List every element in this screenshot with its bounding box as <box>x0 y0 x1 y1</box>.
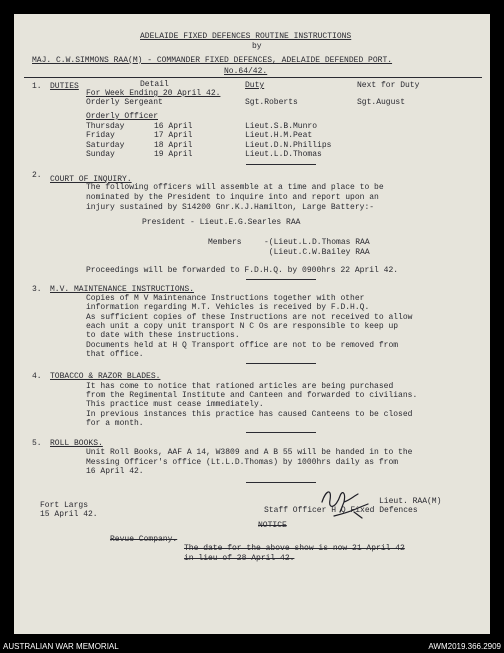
closing-place: Fort Largs <box>40 501 89 510</box>
closing-date: 15 April 42. <box>40 510 98 519</box>
tobacco-line: from the Regimental Institute and Canteen and forwarded to civilians. <box>86 391 418 400</box>
by-line: by <box>252 42 262 51</box>
duty-row-officer: Lieut.S.B.Munro <box>245 122 318 131</box>
duty-row-date: 19 April <box>154 150 193 159</box>
col-duty-header: Duty <box>245 81 265 90</box>
court-president: President - Lieut.E.G.Searles RAA <box>142 218 301 227</box>
orderly-sergeant-duty: Sgt.Roberts <box>245 98 298 107</box>
duty-row-date: 18 April <box>154 141 193 150</box>
mv-heading: M.V. MAINTENANCE INSTRUCTIONS. <box>50 285 195 294</box>
duty-row-day: Sunday <box>86 150 115 159</box>
section-divider <box>246 279 316 280</box>
orderly-sergeant-next: Sgt.August <box>357 98 406 107</box>
notice-line: in lieu of 28 April 42. <box>184 554 295 563</box>
tobacco-line: for a month. <box>86 419 144 428</box>
signatory-title: Staff Officer H Q Fixed Defences <box>264 506 418 515</box>
section-divider <box>246 482 316 483</box>
duty-row-day: Thursday <box>86 122 125 131</box>
mv-line: information regarding M.T. Vehicles is received by F.D.H.Q. <box>86 303 370 312</box>
court-member: -(Lieut.L.D.Thomas RAA <box>264 238 370 247</box>
roll-heading: ROLL BOOKS. <box>50 439 103 448</box>
tobacco-line: This practice must cease immediately. <box>86 400 264 409</box>
document-title: ADELAIDE FIXED DEFENCES ROUTINE INSTRUCTIONS <box>140 32 352 41</box>
notice-revue: Revue Company. <box>110 535 178 544</box>
duty-row-day: Friday <box>86 131 115 140</box>
section-4-number: 4. <box>32 372 42 381</box>
duty-row-day: Saturday <box>86 141 125 150</box>
duty-row-officer: Lieut.D.N.Phillips <box>245 141 332 150</box>
duty-row-date: 17 April <box>154 131 193 140</box>
section-divider <box>246 164 316 165</box>
week-ending: For Week Ending 20 April 42. <box>86 89 221 98</box>
orderly-officer-label: Orderly Officer <box>86 112 159 121</box>
duty-row-date: 16 April <box>154 122 193 131</box>
mv-line: each unit a copy unit transport N C Os are responsible to keep up <box>86 322 399 331</box>
tobacco-line: In previous instances this practice has caused Canteens to be closed <box>86 410 413 419</box>
court-member: (Lieut.C.W.Bailey RAA <box>264 248 370 257</box>
duty-row-officer: Lieut.H.M.Peat <box>245 131 313 140</box>
notice-heading: NOTICE <box>258 521 287 530</box>
mv-line: As sufficient copies of these Instructions are not received to allow <box>86 313 413 322</box>
section-divider <box>246 432 316 433</box>
orderly-sergeant-label: Orderly Sergeant <box>86 98 163 107</box>
court-members-label: Members <box>208 238 242 247</box>
mv-line: Documents held at H Q Transport office are not to be removed from <box>86 341 399 350</box>
footer-catalogue-id: AWM2019.366.2909 <box>428 642 501 651</box>
tobacco-heading: TOBACCO & RAZOR BLADES. <box>50 372 161 381</box>
handwritten-signature <box>314 482 374 522</box>
court-line: nominated by the President to inquire into and report upon an <box>86 193 379 202</box>
court-proceedings: Proceedings will be forwarded to F.D.H.Q. by 0900hrs 22 April 42. <box>86 266 399 275</box>
duty-row-officer: Lieut.L.D.Thomas <box>245 150 322 159</box>
roll-line: Unit Roll Books, AAF A 14, W3809 and A B 55 will be handed in to the <box>86 448 413 457</box>
roll-line: Messing Officer's office (Lt.L.D.Thomas) by 1000hrs daily as from <box>86 458 399 467</box>
instruction-number: No.64/42. <box>224 67 268 76</box>
court-line: The following officers will assemble at a time and place to be <box>86 183 384 192</box>
section-3-number: 3. <box>32 285 42 294</box>
mv-line: Copies of M V Maintenance Instructions together with other <box>86 294 365 303</box>
col-next-header: Next for Duty <box>357 81 420 90</box>
roll-line: 16 April 42. <box>86 467 144 476</box>
section-1-number: 1. <box>32 82 42 91</box>
section-divider <box>246 363 316 364</box>
mv-line: that office. <box>86 350 144 359</box>
archive-footer <box>0 641 504 653</box>
duties-heading: DUTIES <box>50 82 79 91</box>
court-heading: COURT OF INQUIRY. <box>50 175 132 184</box>
document-page <box>14 14 490 634</box>
court-line: injury sustained by S14200 Gnr.K.J.Hamilton, Large Battery:- <box>86 203 375 212</box>
document-subtitle: MAJ. C.W.SIMMONS RAA(M) - COMMANDER FIXED DEFENCES, ADELAIDE DEFENDED PORT. <box>32 56 393 65</box>
notice-line: The date for the above show is now 21 April 42 <box>184 544 405 553</box>
mv-line: to date with these instructions. <box>86 331 240 340</box>
header-rule <box>24 77 482 78</box>
col-detail-header: Detail <box>140 80 169 89</box>
footer-credit: AUSTRALIAN WAR MEMORIAL <box>3 642 119 651</box>
section-2-number: 2. <box>32 171 42 180</box>
tobacco-line: It has come to notice that rationed articles are being purchased <box>86 382 394 391</box>
signatory-rank: Lieut. RAA(M) <box>379 497 442 506</box>
section-5-number: 5. <box>32 439 42 448</box>
